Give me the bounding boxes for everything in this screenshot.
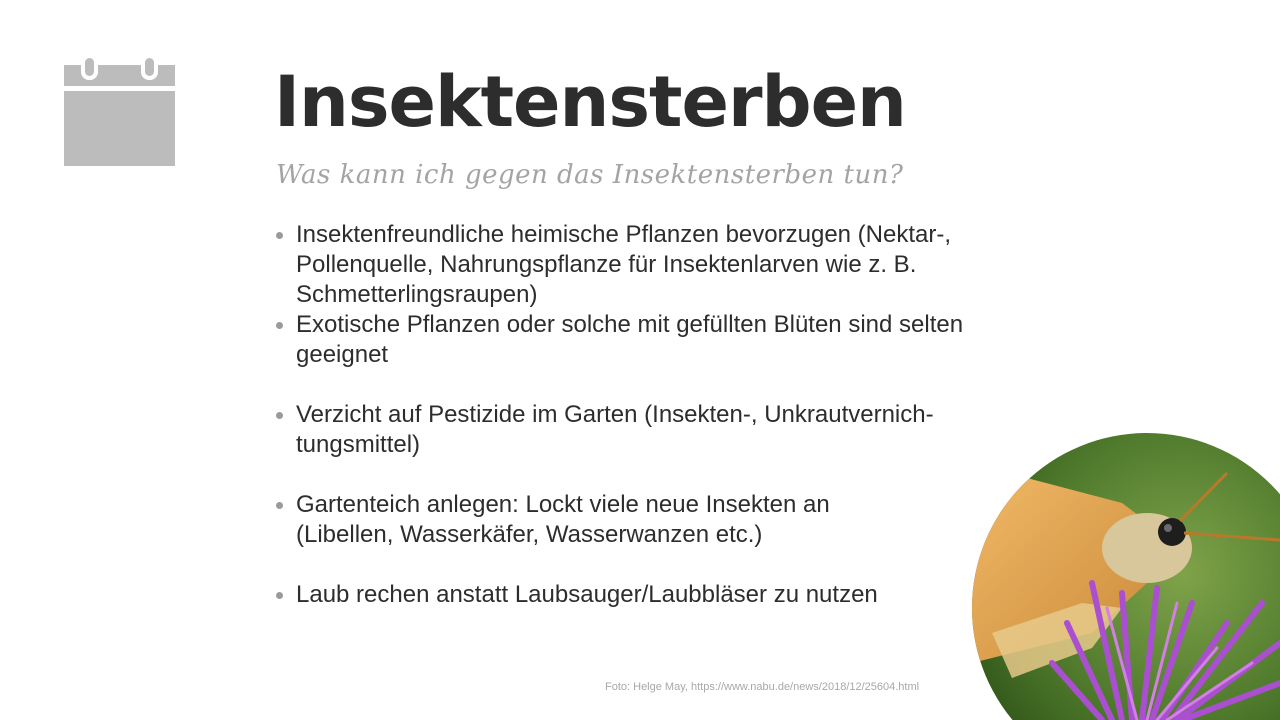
slide-title: Insektensterben: [274, 61, 906, 143]
bullet-list: [276, 220, 1016, 670]
slide-subtitle: Was kann ich gegen das Insektensterben tun?: [276, 160, 904, 190]
bullet-dot: [276, 592, 283, 599]
bullet-dot: [276, 322, 283, 329]
bullet-text: Insektenfreundliche heimische Pflanzen bevorzugen (Nektar-, Pollenquelle, Nahrungspflanze für Insektenlarven wie z. B. Schmetterlingsraupen): [296, 221, 952, 308]
bullet-text: Laub rechen anstatt Laubsauger/Laubbläser zu nutzen: [296, 581, 878, 608]
calendar-icon: [64, 54, 175, 166]
bullet-dot: [276, 232, 283, 239]
bullet-item: [276, 310, 1016, 400]
bullet-dot: [276, 412, 283, 419]
bullet-item: [276, 490, 1016, 580]
bullet-item: [276, 580, 1016, 670]
butterfly-photo: [972, 433, 1280, 720]
bullet-dot: [276, 502, 283, 509]
bullet-text: Exotische Pflanzen oder solche mit gefüllten Blüten sind selten geeignet: [296, 311, 964, 368]
photo-credit: Foto: Helge May, https://www.nabu.de/news/2018/12/25604.html: [605, 681, 920, 693]
bullet-item: [276, 220, 1016, 310]
bullet-text: Gartenteich anlegen: Lockt viele neue Insekten an (Libellen, Wasserkäfer, Wasserwanzen etc.): [296, 491, 830, 548]
bullet-text: Verzicht auf Pestizide im Garten (Insekten-, Unkrautvernich- tungsmittel): [296, 401, 934, 458]
bullet-item: [276, 400, 1016, 490]
